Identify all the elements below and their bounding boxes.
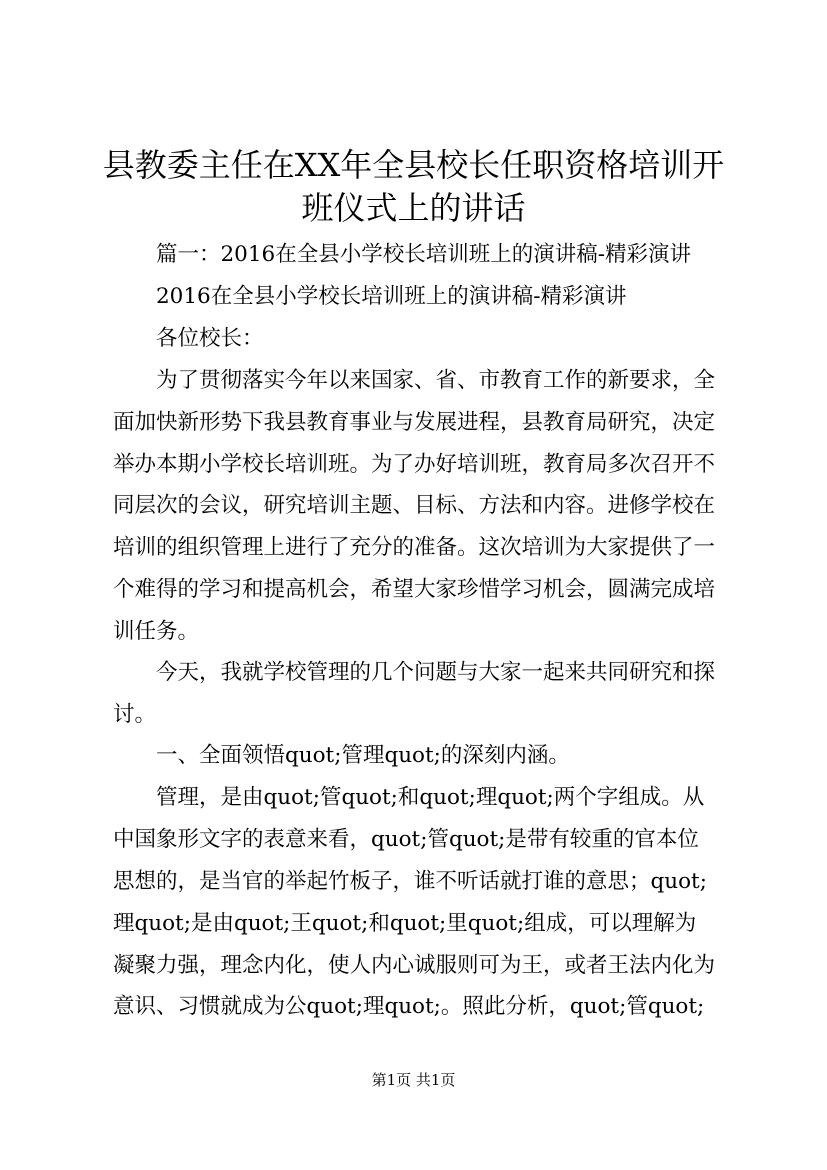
text-line: 一、全面领悟quot;管理quot;的深刻内涵。 xyxy=(156,743,570,768)
document-title-line-1: 县教委主任在XX年全县校长任职资格培训开 xyxy=(102,146,725,184)
text-line: 凝聚力强，理念内化，使人内心诚服则可为王，或者王法内化为 xyxy=(113,953,716,978)
text-line: 个难得的学习和提高机会，希望大家珍惜学习机会，圆满完成培 xyxy=(113,577,716,602)
text-line: 中国象形文字的表意来看，quot;管quot;是带有较重的官本位 xyxy=(113,827,699,852)
text-line: 培训的组织管理上进行了充分的准备。这次培训为大家提供了一 xyxy=(113,535,716,560)
text-line: 训任务。 xyxy=(113,619,200,644)
document-title-line-2: 班仪式上的讲话 xyxy=(301,189,526,227)
text-line: 思想的，是当官的举起竹板子，谁不听话就打谁的意思；quot; xyxy=(113,869,707,894)
text-line: 管理，是由quot;管quot;和quot;理quot;两个字组成。从 xyxy=(156,785,705,810)
text-line: 篇一：2016在全县小学校长培训班上的演讲稿-精彩演讲 xyxy=(156,242,691,267)
text-line: 各位校长： xyxy=(156,326,264,351)
text-line: 讨。 xyxy=(113,702,157,727)
text-line: 意识、习惯就成为公quot;理quot;。照此分析，quot;管quot; xyxy=(113,994,705,1019)
text-line: 面加快新形势下我县教育事业与发展进程，县教育局研究，决定 xyxy=(113,410,716,435)
text-line: 同层次的会议，研究培训主题、目标、方法和内容。进修学校在 xyxy=(113,493,716,518)
text-line: 理quot;是由quot;王quot;和quot;里quot;组成，可以理解为 xyxy=(113,911,697,936)
page-number-footer: 第1页 共1页 xyxy=(371,1071,456,1089)
text-line: 为了贯彻落实今年以来国家、省、市教育工作的新要求，全 xyxy=(156,368,716,393)
text-line: 2016在全县小学校长培训班上的演讲稿-精彩演讲 xyxy=(156,284,627,309)
text-line: 今天，我就学校管理的几个问题与大家一起来共同研究和探 xyxy=(156,660,716,685)
text-line: 举办本期小学校长培训班。为了办好培训班，教育局多次召开不 xyxy=(113,452,716,477)
